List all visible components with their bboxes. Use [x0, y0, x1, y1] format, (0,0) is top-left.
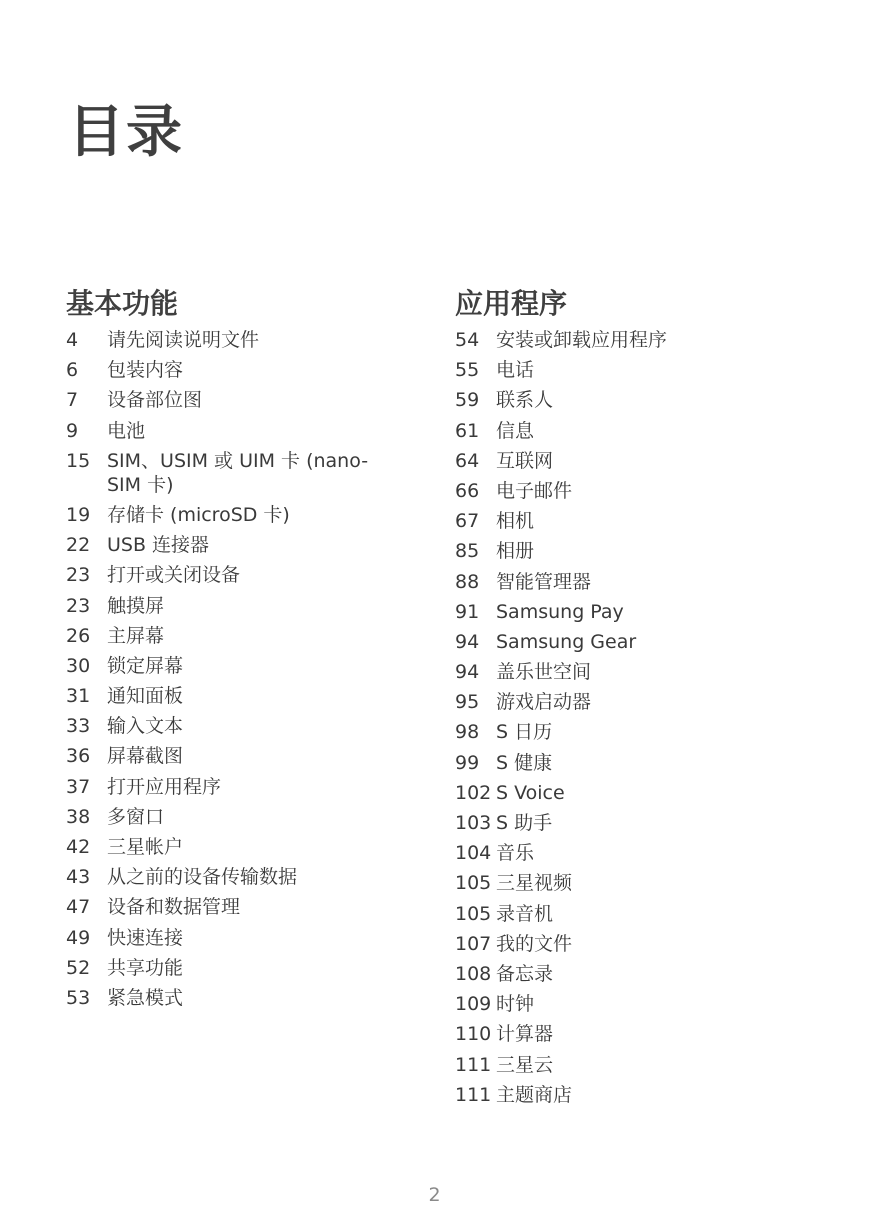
toc-entry[interactable] — [455, 690, 785, 714]
toc-entry-title: 输入文本 — [107, 715, 184, 738]
toc-page-number: 99 — [455, 751, 480, 774]
toc-entry[interactable] — [66, 624, 396, 648]
toc-entry[interactable] — [66, 503, 396, 527]
toc-entry-title: 主屏幕 — [107, 624, 165, 647]
toc-entry[interactable] — [455, 720, 785, 744]
toc-entry[interactable] — [455, 570, 785, 594]
toc-entry-title: 电话 — [496, 359, 535, 382]
toc-entry[interactable] — [455, 871, 785, 895]
toc-entry[interactable] — [455, 902, 785, 926]
toc-entry[interactable] — [455, 600, 785, 624]
toc-page-number: 91 — [455, 600, 480, 623]
toc-page-number: 66 — [455, 479, 480, 502]
toc-page-number: 94 — [455, 630, 480, 653]
toc-entry[interactable] — [455, 932, 785, 956]
toc-page-number: 23 — [66, 564, 91, 587]
toc-entry-title: 通知面板 — [107, 685, 184, 708]
toc-entry[interactable] — [66, 744, 396, 768]
toc-entry-title: 相机 — [496, 510, 535, 533]
toc-entry-title: 录音机 — [496, 902, 554, 925]
toc-entry-title: 存储卡 (microSD 卡) — [107, 503, 290, 526]
toc-entry-title: 信息 — [496, 419, 535, 442]
toc-list-basic-features — [66, 328, 396, 1010]
toc-column-applications — [455, 284, 785, 1113]
toc-entry[interactable] — [455, 449, 785, 473]
toc-entry-title: 安装或卸载应用程序 — [496, 329, 668, 351]
toc-page-number: 95 — [455, 691, 480, 714]
toc-entry[interactable] — [66, 926, 396, 950]
toc-entry-title: 相册 — [496, 540, 535, 563]
toc-entry-title: 联系人 — [496, 389, 554, 412]
toc-entry-title: S Voice — [496, 781, 565, 804]
toc-column-basic-features — [66, 284, 396, 1016]
toc-entry-title: 三星视频 — [496, 872, 573, 895]
toc-page-number: 30 — [66, 654, 91, 677]
toc-entry[interactable] — [66, 775, 396, 799]
toc-page-number: 15 — [66, 449, 91, 472]
toc-entry[interactable] — [66, 533, 396, 557]
toc-entry[interactable] — [455, 419, 785, 443]
toc-entry-title: 我的文件 — [496, 932, 573, 955]
toc-entry[interactable] — [66, 956, 396, 980]
section-heading-applications: 应用程序 — [455, 287, 568, 320]
toc-page-number: 67 — [455, 510, 480, 533]
toc-page-number: 26 — [66, 624, 91, 647]
toc-entry-title: 互联网 — [496, 449, 554, 472]
toc-entry[interactable] — [66, 714, 396, 738]
toc-page-number: 109 — [455, 993, 492, 1016]
toc-page-number: 23 — [66, 594, 91, 617]
toc-entry[interactable] — [455, 1022, 785, 1046]
toc-entry-title: 屏幕截图 — [107, 745, 184, 768]
toc-entry-title: 游戏启动器 — [496, 691, 592, 714]
toc-page-number: 104 — [455, 842, 492, 865]
toc-entry[interactable] — [455, 509, 785, 533]
toc-entry-title: 主题商店 — [496, 1083, 573, 1106]
toc-entry-title: 智能管理器 — [496, 570, 592, 593]
toc-page-number: 22 — [66, 534, 91, 557]
toc-entry[interactable] — [455, 630, 785, 654]
toc-entry-title: 盖乐世空间 — [496, 661, 592, 684]
toc-page-number: 105 — [455, 872, 492, 895]
toc-entry-title: 设备和数据管理 — [107, 896, 241, 919]
toc-page-number: 9 — [66, 419, 79, 442]
toc-page-number: 52 — [66, 956, 91, 979]
toc-list-applications — [455, 328, 785, 1107]
toc-page-number: 88 — [455, 570, 480, 593]
toc-entry-title: 音乐 — [496, 842, 535, 865]
toc-page-number: 49 — [66, 926, 91, 949]
toc-entry-title: 电子邮件 — [496, 479, 573, 502]
toc-entry-title: S 助手 — [496, 812, 553, 834]
toc-page-number: 61 — [455, 419, 480, 442]
toc-entry[interactable] — [66, 805, 396, 829]
toc-page-number: 85 — [455, 540, 480, 563]
toc-page-number: 47 — [66, 896, 91, 919]
toc-page-number: 98 — [455, 721, 480, 744]
toc-entry[interactable] — [66, 358, 396, 382]
toc-page-number: 6 — [66, 359, 79, 382]
toc-entry-title: 共享功能 — [107, 956, 184, 979]
toc-page-number: 43 — [66, 866, 91, 889]
toc-entry-title: 三星帐户 — [107, 836, 184, 858]
section-heading-basic-features: 基本功能 — [66, 287, 179, 320]
toc-entry-title: 备忘录 — [496, 962, 554, 985]
toc-entry[interactable] — [455, 660, 785, 684]
toc-entry[interactable] — [66, 986, 396, 1010]
toc-page-number: 107 — [455, 932, 492, 955]
page-number: 2 — [428, 1184, 441, 1206]
toc-entry-title: 触摸屏 — [107, 594, 165, 617]
toc-entry[interactable] — [66, 684, 396, 708]
toc-page-number: 4 — [66, 329, 79, 351]
toc-page-number: 19 — [66, 503, 91, 526]
toc-entry[interactable] — [455, 811, 785, 835]
toc-entry-title: S 健康 — [496, 751, 553, 774]
toc-entry[interactable] — [455, 539, 785, 563]
page-title: 目录 — [68, 100, 184, 165]
toc-entry-title: SIM、USIM 或 UIM 卡 (nano-SIM 卡) — [107, 449, 369, 496]
toc-page-number: 110 — [455, 1023, 492, 1046]
toc-entry-title: 三星云 — [496, 1053, 554, 1076]
toc-page-number: 111 — [455, 1053, 492, 1076]
toc-page-number: 55 — [455, 359, 480, 382]
toc-page-number: 102 — [455, 781, 492, 804]
toc-entry-title: USB 连接器 — [107, 534, 210, 557]
toc-entry[interactable] — [455, 1053, 785, 1077]
toc-entry[interactable] — [66, 835, 396, 859]
toc-entry[interactable] — [455, 841, 785, 865]
toc-entry[interactable] — [455, 328, 785, 352]
toc-entry[interactable] — [455, 992, 785, 1016]
toc-entry-title: 请先阅读说明文件 — [107, 329, 260, 351]
toc-entry-title: 紧急模式 — [107, 986, 184, 1009]
toc-entry-title: 电池 — [107, 419, 146, 442]
toc-entry[interactable] — [455, 388, 785, 412]
toc-page-number: 38 — [66, 805, 91, 828]
toc-page-number: 33 — [66, 715, 91, 738]
toc-entry-title: 打开或关闭设备 — [107, 564, 241, 587]
toc-entry[interactable] — [66, 563, 396, 587]
toc-entry-title: Samsung Gear — [496, 630, 637, 653]
toc-entry[interactable] — [455, 781, 785, 805]
toc-entry-title: 计算器 — [496, 1023, 554, 1046]
toc-page-number: 54 — [455, 329, 480, 351]
toc-entry-title: 锁定屏幕 — [107, 654, 184, 677]
toc-page-number: 37 — [66, 775, 91, 798]
toc-entry-title: 打开应用程序 — [107, 775, 222, 798]
toc-page-number: 7 — [66, 389, 79, 412]
toc-entry-title: 设备部位图 — [107, 389, 203, 412]
toc-entry[interactable] — [66, 449, 396, 497]
toc-entry[interactable] — [66, 388, 396, 412]
toc-page-number: 64 — [455, 449, 480, 472]
toc-entry[interactable] — [66, 419, 396, 443]
toc-entry-title: 包装内容 — [107, 359, 184, 382]
toc-entry[interactable] — [455, 358, 785, 382]
toc-entry[interactable] — [455, 479, 785, 503]
toc-entry[interactable] — [66, 895, 396, 919]
toc-entry[interactable] — [66, 865, 396, 889]
toc-page-number: 105 — [455, 902, 492, 925]
toc-page-number: 36 — [66, 745, 91, 768]
toc-page-number: 94 — [455, 661, 480, 684]
toc-page-number: 59 — [455, 389, 480, 412]
toc-page-number: 111 — [455, 1083, 492, 1106]
toc-page-number: 53 — [66, 986, 91, 1009]
toc-entry-title: 从之前的设备传输数据 — [107, 866, 298, 889]
toc-page-number: 103 — [455, 812, 492, 834]
toc-entry-title: 快速连接 — [107, 926, 184, 949]
toc-entry[interactable] — [66, 594, 396, 618]
toc-entry[interactable] — [455, 751, 785, 775]
toc-entry[interactable] — [66, 328, 396, 352]
toc-entry[interactable] — [66, 654, 396, 678]
toc-entry-title: 多窗口 — [107, 805, 165, 828]
toc-page-number: 31 — [66, 685, 91, 708]
toc-entry-title: Samsung Pay — [496, 600, 624, 623]
toc-page-number: 108 — [455, 962, 492, 985]
toc-entry-title: S 日历 — [496, 721, 553, 744]
toc-page-number: 42 — [66, 836, 91, 858]
toc-entry[interactable] — [455, 962, 785, 986]
toc-entry[interactable] — [455, 1083, 785, 1107]
toc-entry-title: 时钟 — [496, 993, 535, 1016]
